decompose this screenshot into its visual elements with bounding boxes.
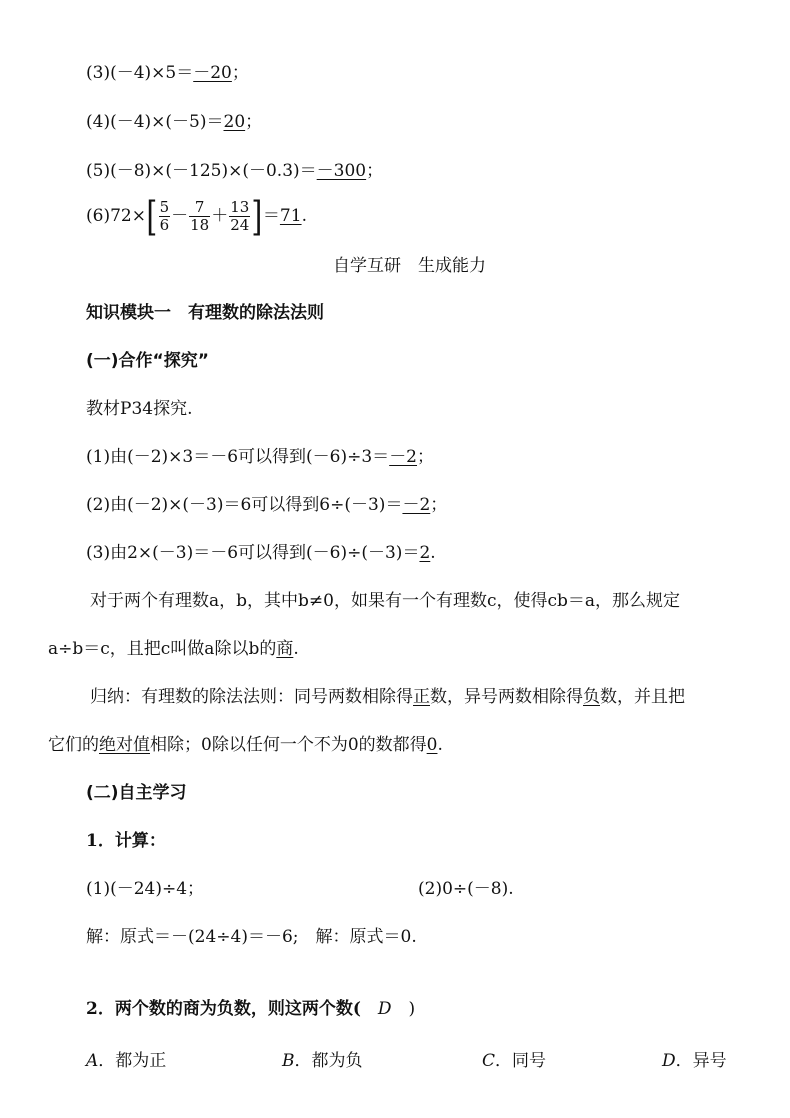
- question-1-label: 1．计算：: [86, 831, 166, 851]
- answer-q6: 71: [279, 206, 302, 226]
- answer-explore-3: 2: [419, 543, 431, 563]
- answer-explore-1: －2: [389, 447, 418, 467]
- answer-quotient: 商: [276, 639, 294, 659]
- question-1-b: (2)0÷(－8).: [418, 879, 514, 899]
- question-1-solution: 解：原式＝－(24÷4)＝－6; 解：原式＝0.: [86, 927, 417, 947]
- answer-absolute-value: 绝对值: [99, 735, 150, 755]
- choice-d: D．异号: [662, 1051, 727, 1071]
- explore-item-2: (2)由(－2)×(－3)＝6可以得到6÷(－3)＝－2；: [86, 495, 448, 515]
- explore-item-3: (3)由2×(－3)＝－6可以得到(－6)÷(－3)＝2.: [86, 543, 436, 563]
- answer-q3: －20: [193, 63, 232, 83]
- module-title: 知识模块一 有理数的除法法则: [86, 303, 324, 323]
- choice-c: C．同号: [482, 1051, 547, 1071]
- answer-explore-2: －2: [402, 495, 431, 515]
- left-bracket: [: [146, 193, 158, 240]
- question-2: 2．两个数的商为负数，则这两个数( D ): [86, 999, 416, 1019]
- review-q4: (4)(－4)×(－5)＝20；: [86, 112, 263, 132]
- question-2-text: 2．两个数的商为负数，则这两个数(: [86, 999, 378, 1019]
- answer-q5: －300: [316, 161, 367, 181]
- review-q3: (3)(－4)×5＝－20；: [86, 63, 249, 83]
- definition-line-1: 对于两个有理数a，b，其中b≠0，如果有一个有理数c，使得cb＝a，那么规定: [90, 591, 681, 611]
- answer-positive: 正: [413, 687, 430, 707]
- textbook-ref: 教材P34探究.: [86, 399, 193, 419]
- answer-q2: D: [377, 999, 392, 1019]
- choice-a: A．都为正: [86, 1051, 167, 1071]
- section-title: 自学互研 生成能力: [333, 256, 486, 276]
- part2-title: (二)自主学习: [86, 783, 187, 803]
- right-bracket: ]: [251, 193, 263, 240]
- question-1-a: (1)(－24)÷4；: [86, 879, 205, 899]
- answer-zero: 0: [426, 735, 438, 755]
- part1-title: (一)合作“探究”: [86, 351, 209, 371]
- answer-q4: 20: [223, 112, 246, 132]
- review-q6: (6)72×[ $\frac{5}{6}$ － $\frac{7}{18}$ ＋ $\frac{13}{24}$ ]＝71.: [86, 193, 307, 240]
- choice-b: B．都为负: [282, 1051, 363, 1071]
- fraction-3: $\frac{13}{24}$: [230, 198, 250, 234]
- definition-line-2: a÷b＝c，且把c叫做a除以b的商.: [48, 639, 299, 659]
- rule-line-2: 它们的绝对值相除；0除以任何一个不为0的数都得0.: [48, 735, 443, 755]
- fraction-2: $\frac{7}{18}$: [190, 198, 210, 234]
- rule-line-1: 归纳：有理数的除法法则：同号两数相除得正数，异号两数相除得负数，并且把: [90, 687, 685, 707]
- review-q5: (5)(－8)×(－125)×(－0.3)＝－300；: [86, 161, 384, 181]
- fraction-1: $\frac{5}{6}$: [159, 198, 170, 234]
- explore-item-1: (1)由(－2)×3＝－6可以得到(－6)÷3＝－2；: [86, 447, 435, 467]
- answer-negative: 负: [583, 687, 600, 707]
